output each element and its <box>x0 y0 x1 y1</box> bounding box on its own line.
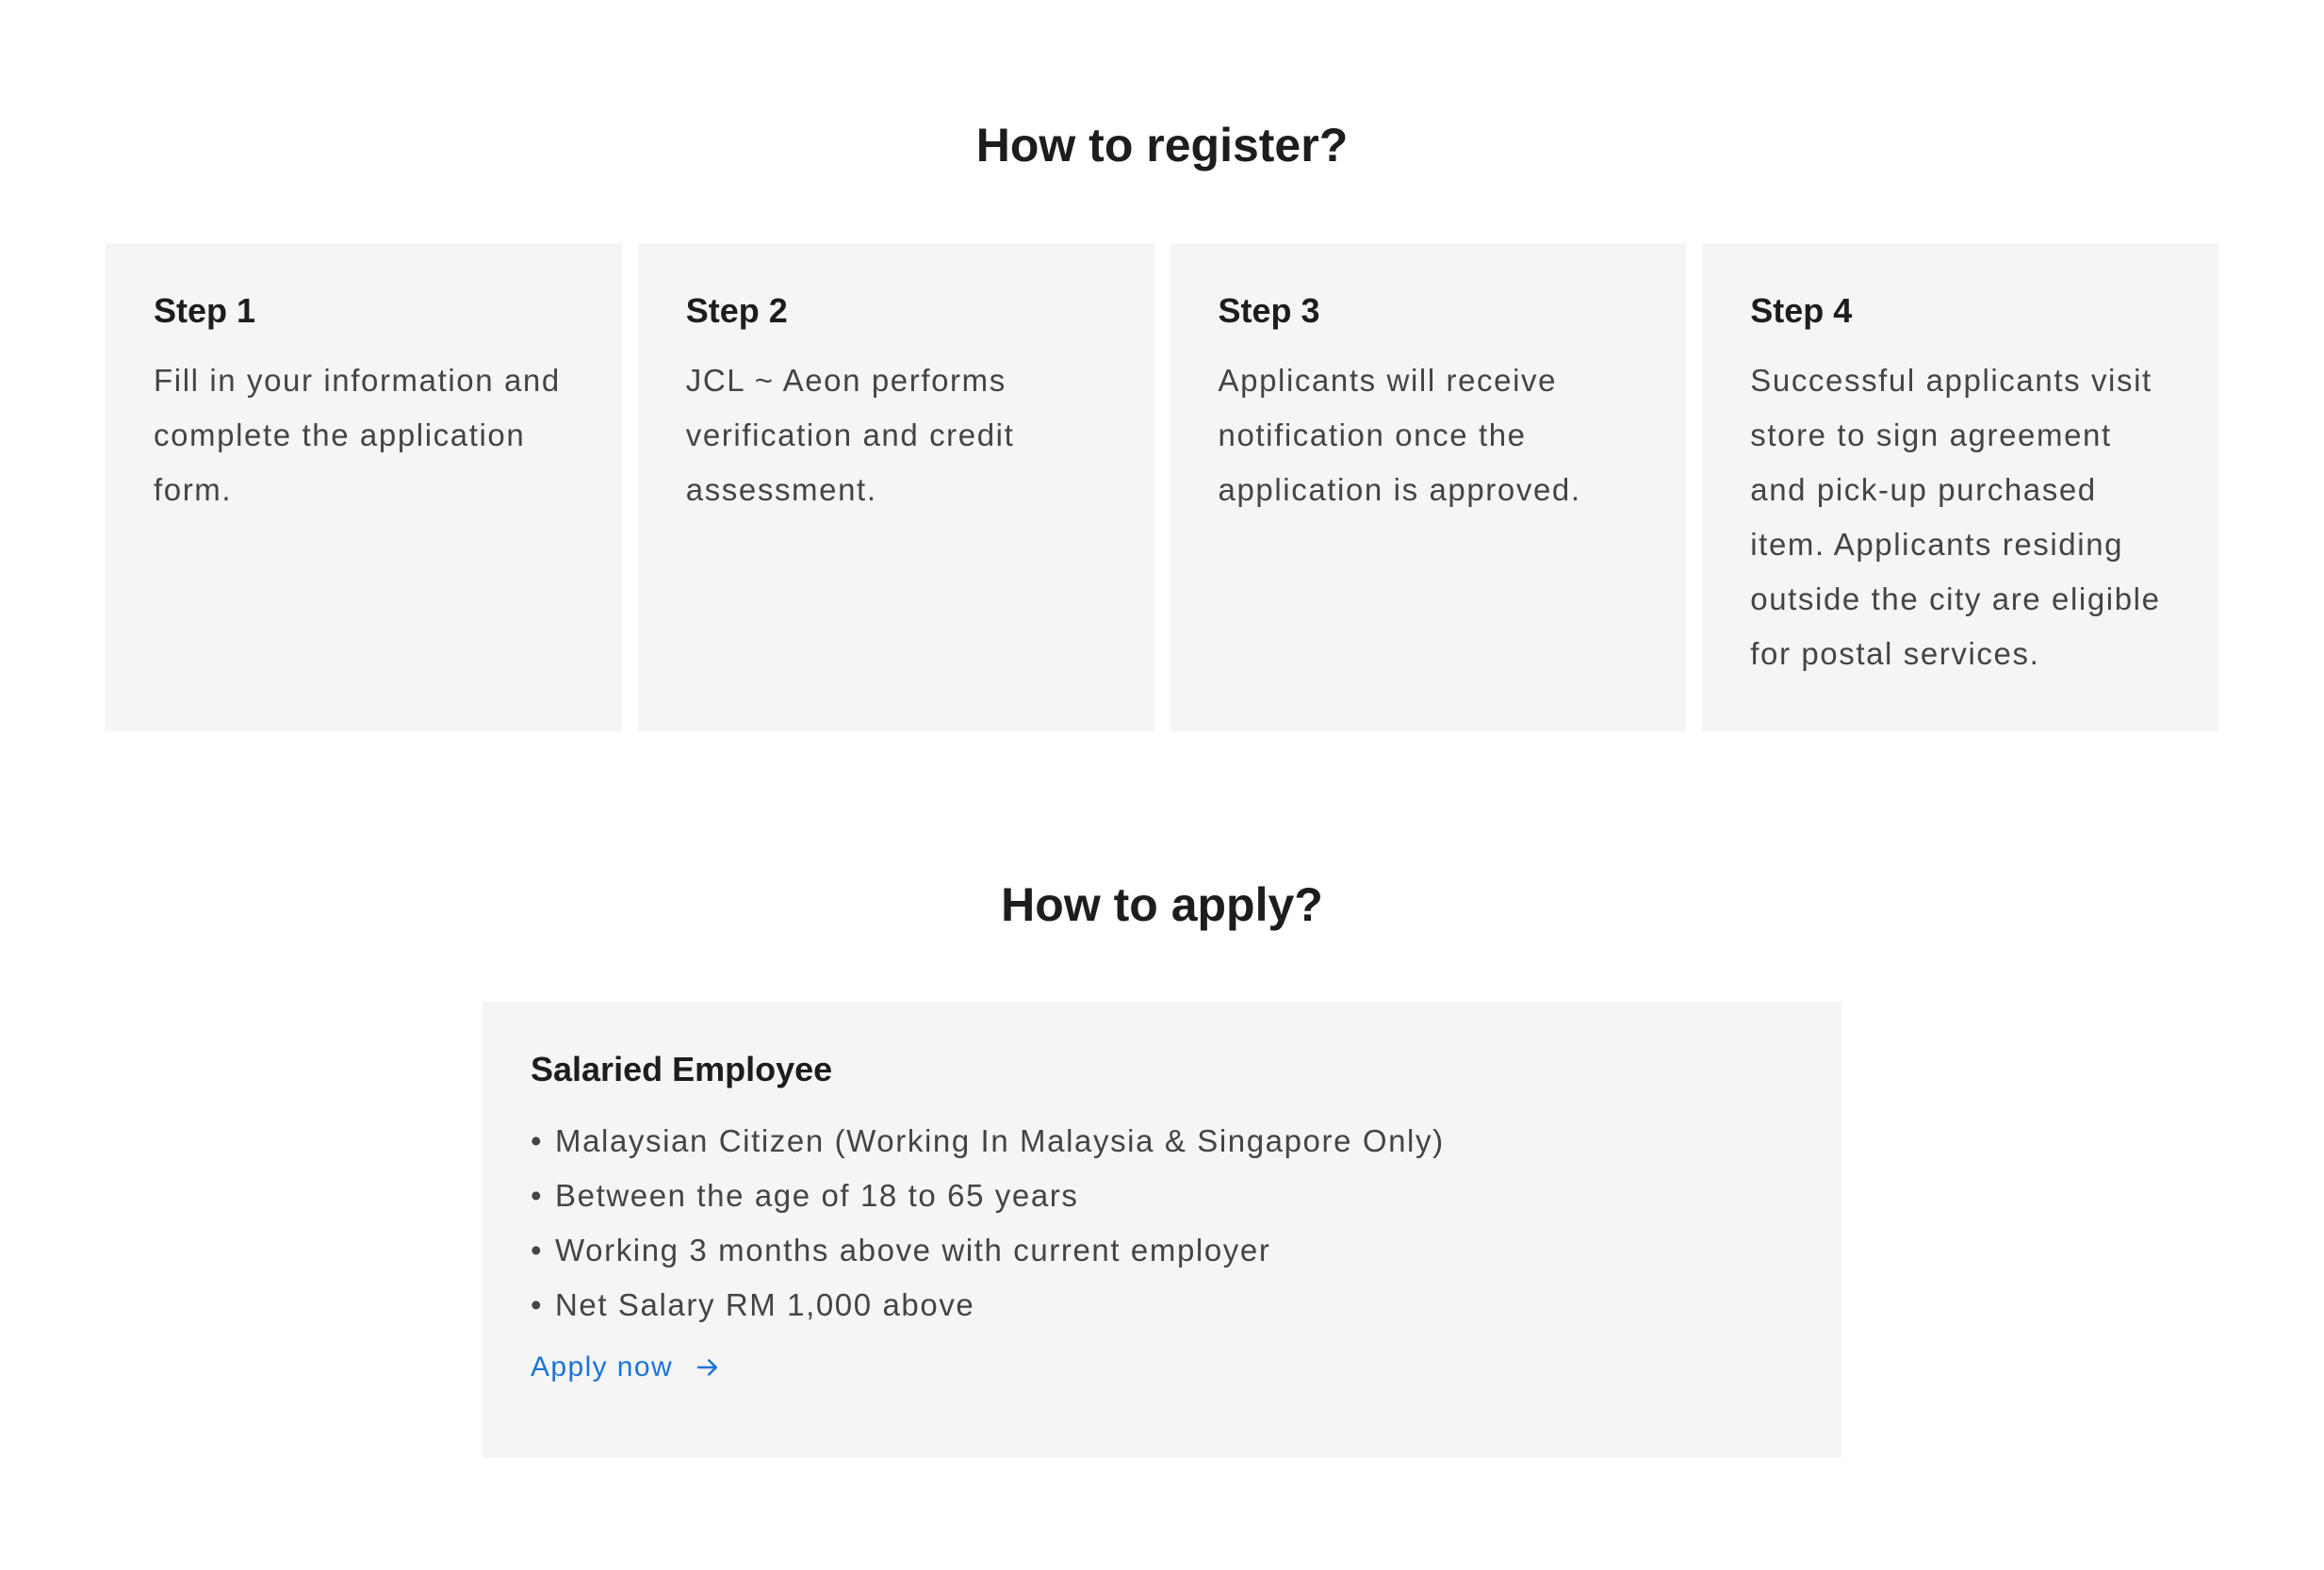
step-card-2 <box>638 243 1154 731</box>
apply-now-label: Apply now <box>531 1351 674 1382</box>
bullet-icon: • <box>531 1178 544 1213</box>
list-item <box>531 1223 1793 1278</box>
register-steps <box>106 243 2218 731</box>
criteria-text: Net Salary RM 1,000 above <box>555 1287 975 1322</box>
step-description: JCL ~ Aeon performs verification and credit assessment. <box>685 363 1015 507</box>
bullet-icon: • <box>531 1287 544 1322</box>
step-description: Applicants will receive notification once the application is approved. <box>1218 363 1581 507</box>
apply-section-title: How to apply? <box>1001 878 1323 931</box>
register-section-title: How to register? <box>975 119 1349 172</box>
list-item <box>531 1278 1793 1333</box>
bullet-icon: • <box>531 1233 544 1267</box>
criteria-text: Malaysian Citizen (Working In Malaysia & Singapore Only) <box>555 1123 1445 1158</box>
bullet-icon: • <box>531 1123 544 1158</box>
step-title: Step 3 <box>1218 291 1320 330</box>
step-description: Successful applicants visit store to sign agreement and pick-up purchased item. Applicants residing outside the city are eligible for postal services. <box>1750 363 2161 671</box>
step-title: Step 2 <box>685 291 788 330</box>
salaried-employee-card <box>483 1002 1841 1458</box>
step-title: Step 4 <box>1750 291 1853 330</box>
step-title: Step 1 <box>154 291 256 330</box>
step-description: Fill in your information and complete the application form. <box>154 363 561 507</box>
step-card-1 <box>106 243 622 731</box>
step-card-4 <box>1702 243 2218 731</box>
eligibility-list <box>531 1114 1793 1333</box>
criteria-text: Working 3 months above with current employer <box>555 1233 1271 1267</box>
apply-now-link[interactable] <box>531 1351 722 1383</box>
arrow-right-icon <box>694 1353 722 1382</box>
criteria-text: Between the age of 18 to 65 years <box>555 1178 1079 1213</box>
card-title: Salaried Employee <box>531 1050 833 1088</box>
list-item <box>531 1114 1793 1169</box>
step-card-3 <box>1170 243 1687 731</box>
list-item <box>531 1169 1793 1223</box>
